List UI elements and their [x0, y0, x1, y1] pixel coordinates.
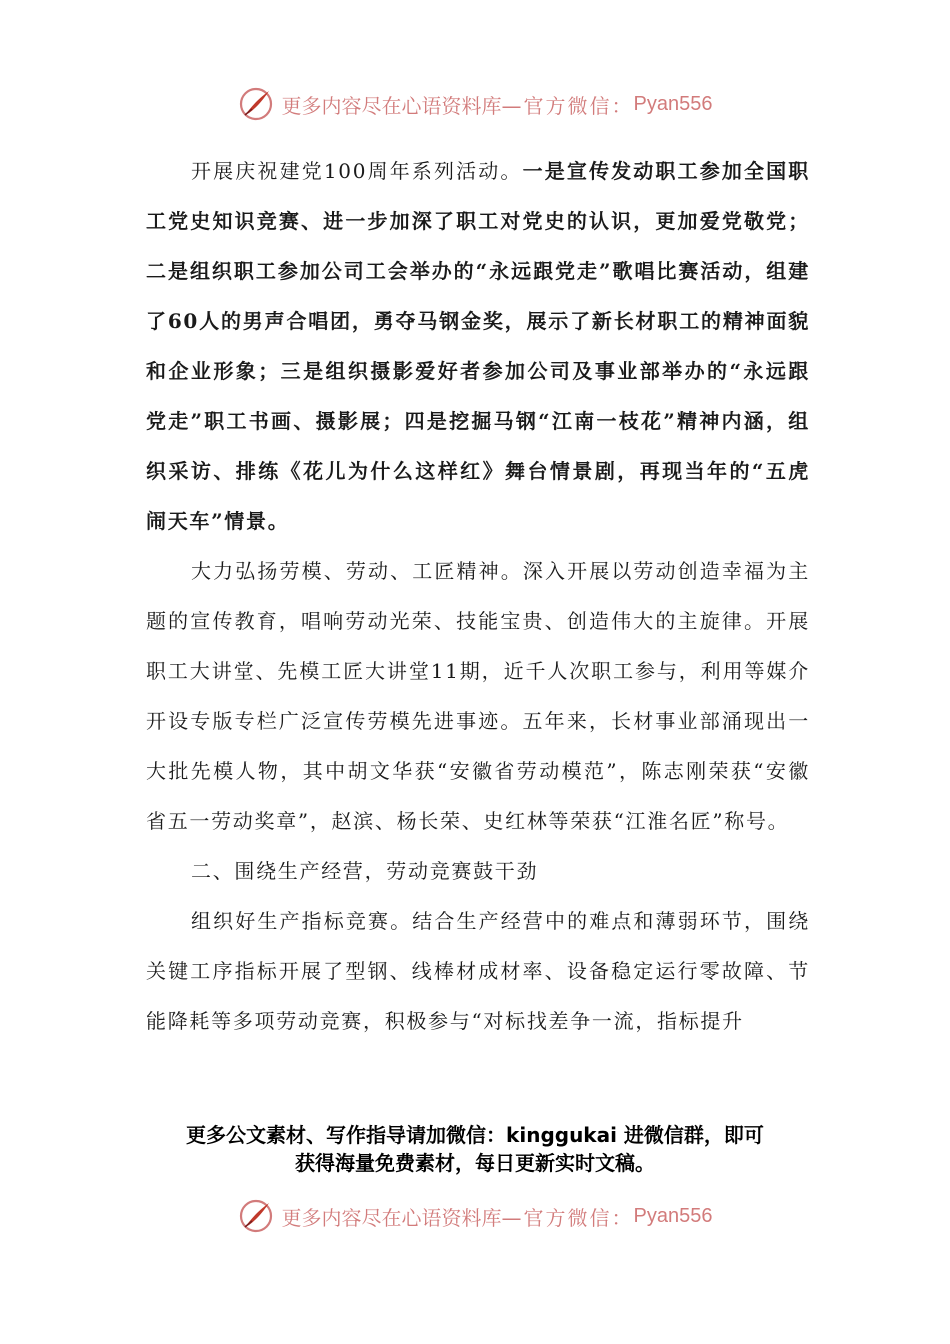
watermark-separator: —官方微信： — [501, 1205, 634, 1230]
document-body — [146, 146, 810, 1046]
promo-line-1: 更多公文素材、写作指导请加微信：kinggukai 进微信群，即可 — [186, 1123, 764, 1147]
watermark-footer — [0, 1196, 950, 1236]
paragraph-activities-bold: 一是宣传发动职工参加全国职工党史知识竞赛、进一步加深了职工对党史的认识，更加爱党敬党；二是组织职工参加公司工会举办的“永远跟党走”歌唱比赛活动，组建了60人的男声合唱团，勇夺马钢金奖，展示了新长材职工的精神面貌和企业形象；三是组织摄影爱好者参加公司及事业部举办的“永远跟党走”职工书画、摄影展；四是挖掘马钢“江南一枝花”精神内涵，组织采访、排练《花儿为什么这样红》舞台情景剧，再现当年的“五虎闹天车”情景。 — [146, 159, 810, 533]
section-heading: 二、围绕生产经营，劳动竞赛鼓干劲 — [191, 859, 539, 883]
promo-notice — [0, 1121, 950, 1177]
watermark-brand: 更多内容尽在心语资料库 — [281, 1205, 502, 1230]
watermark-separator: —官方微信： — [501, 93, 634, 118]
promo-line-2: 获得海量免费素材，每日更新实时文稿。 — [295, 1151, 655, 1175]
watermark-wechat-id: Pyan556 — [633, 92, 713, 115]
paragraph-labor-spirit: 大力弘扬劳模、劳动、工匠精神。深入开展以劳动创造幸福为主题的宣传教育，唱响劳动光荣、技能宝贵、创造伟大的主旋律。开展职工大讲堂、先模工匠大讲堂11期，近千人次职工参与，利用等媒介开设专版专栏广泛宣传劳模先进事迹。五年来，长材事业部涌现出一大批先模人物，其中胡文华获“安徽省劳动模范”，陈志刚荣获“安徽省五一劳动奖章”，赵滨、杨长荣、史红林等荣获“江淮名匠”称号。 — [146, 559, 810, 833]
watermark-wechat-id: Pyan556 — [633, 1204, 713, 1227]
quill-logo-icon — [238, 1198, 274, 1234]
paragraph-activities-lead: 开展庆祝建党100周年系列活动。 — [191, 159, 523, 183]
paragraph-competition: 组织好生产指标竞赛。结合生产经营中的难点和薄弱环节，围绕关键工序指标开展了型钢、线棒材成材率、设备稳定运行零故障、节能降耗等多项劳动竞赛，积极参与“对标找差争一流，指标提升 — [146, 909, 810, 1033]
quill-logo-icon — [238, 86, 274, 122]
watermark-brand: 更多内容尽在心语资料库 — [281, 93, 502, 118]
paragraph-activities — [146, 146, 810, 546]
watermark-header — [0, 84, 950, 124]
